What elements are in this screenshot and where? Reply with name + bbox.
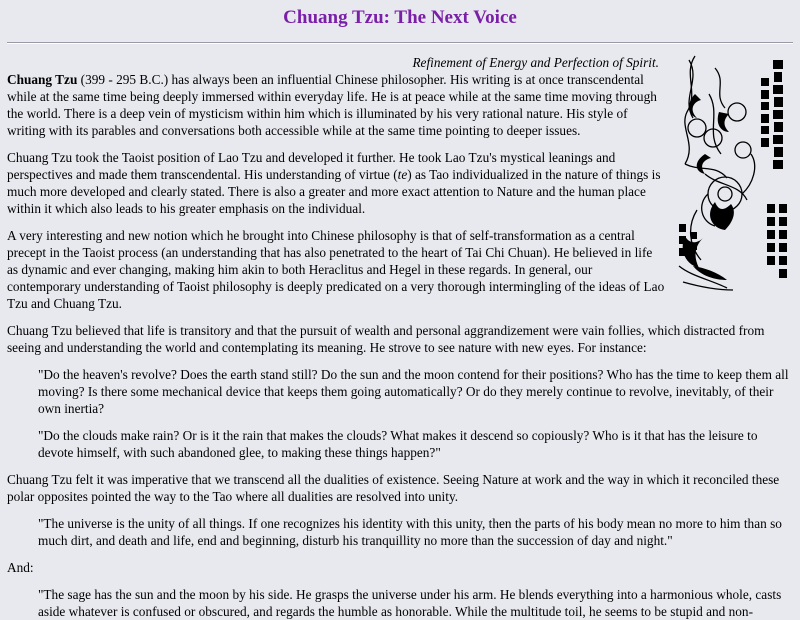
paragraph-lao-tzu-text-end: ) as Tao individualized in the nature of things is much more developed and clearly stated. There is also a greater and more exact attention to Nature and the human place within it which also leads to his greater emphasis on the individual.	[7, 167, 661, 216]
article	[0, 54, 800, 620]
paragraph-intro-text: (399 - 295 B.C.) has always been an influential Chinese philosopher. His writing is at once transcendental while at the same time being deeply immersed within everyday life. He is at peace while at the same time moving through the world. There is a deep vein of mysticism within him which is illuminated by his very rational nature. His style of writing with its parables and conversations both accessible while at the same time pointing to deeper issues.	[7, 72, 657, 138]
paragraph-dualities: Chuang Tzu felt it was imperative that we transcend all the dualities of existence. Seeing Nature at work and the way in which it reconciled these polar opposites pointed the way to the Tao where all dualities are resolved into unity.	[7, 472, 780, 504]
quote-clouds: "Do the clouds make rain? Or is it the rain that makes the clouds? What makes it descend so copiously? Who is it that has the leisure to devote himself, with such abandoned glee, to making these things happen?"	[38, 428, 758, 460]
quote-universe: "The universe is the unity of all things. If one recognizes his identity with this unity, then the parts of his body mean no more to him than so much dirt, and death and life, end and beginning, disturb his tranquillity no more than the succession of day and night."	[38, 516, 782, 548]
paragraph-and: And:	[7, 560, 34, 575]
subject-name: Chuang Tzu	[7, 72, 78, 87]
paragraph-self-transformation: A very interesting and new notion which he brought into Chinese philosophy is that of self-transformation as a central precept in the Taoist process (an understanding that has also penetrated to the heart of Tai Chi Chuan). He believed in life as dynamic and ever changing, making him akin to both Heraclitus and Hegel in these regards. In general, our contemporary understanding of Taoist philosophy is deeply predicated on a very thorough intermingling of the ideas of Lao Tzu and Chuang Tzu.	[7, 228, 665, 311]
quote-heavens: "Do the heaven's revolve? Does the earth stand still? Do the sun and the moon contend for their positions? Who has the time to keep them all moving? Is there some mechanical device that keeps them going automatically? Or do they merely continue to revolve, inevitably, of their own inertia?	[38, 367, 789, 416]
paragraph-transitory-life: Chuang Tzu believed that life is transitory and that the pursuit of wealth and personal aggrandizement were vain follies, which distracted from seeing and understanding the world and contemplating its meaning. He strove to see nature with new eyes. For instance:	[7, 323, 765, 355]
page-title: Chuang Tzu: The Next Voice	[283, 7, 517, 28]
paragraph-lao-tzu-text: Chuang Tzu took the Taoist position of Lao Tzu and developed it further. He took Lao Tzu's mystical leanings and perspectives and made them transcendental. His understanding of virtue (	[7, 150, 616, 182]
quote-sage: "The sage has the sun and the moon by his side. He grasps the universe under his arm. He blends everything into a harmonious whole, casts aside whatever is confused or obscured, and regards the humble as honorable. While the multitude toil, he seems to be stupid and non-	[38, 587, 782, 619]
taoist-neidan-illustration-icon	[675, 54, 793, 292]
virtue-term: te	[397, 167, 408, 182]
title-divider	[7, 42, 793, 44]
epigraph: Refinement of Energy and Perfection of Spirit.	[412, 55, 659, 70]
